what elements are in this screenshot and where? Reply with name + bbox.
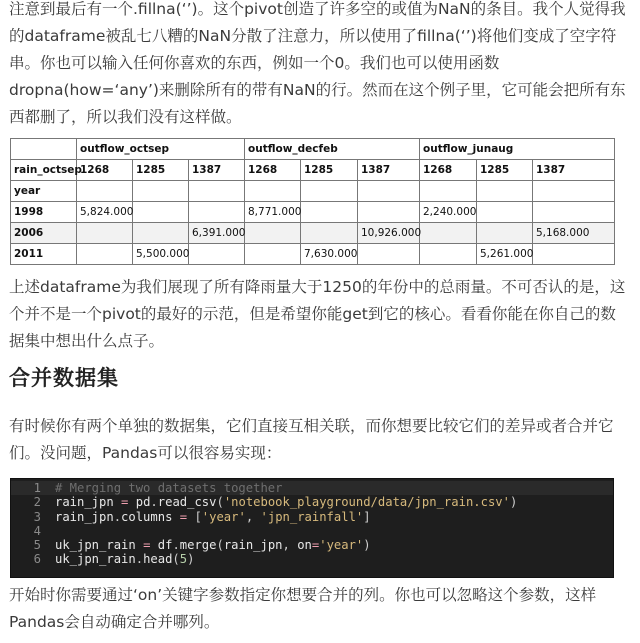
code-text: uk_jpn_rain.head(5)	[55, 552, 195, 567]
table-empty-cell	[358, 181, 420, 202]
table-cell: 5,168.000	[533, 223, 615, 244]
code-line	[11, 481, 613, 495]
table-cell: 5,500.000	[133, 244, 189, 265]
table-corner-cell	[11, 139, 77, 160]
table-cell	[358, 202, 420, 223]
table-group-header: outflow_decfeb	[245, 139, 301, 160]
line-number: 3	[33, 509, 41, 524]
line-number: 4	[33, 523, 41, 538]
table-cell	[189, 244, 245, 265]
table-sub-header: 1387	[533, 160, 615, 181]
paragraph-merge-on: 开始时你需要通过‘on’关键字参数指定你想要合并的列。你也可以忽略这个参数，这样Pandas会自动确定合并哪列。	[9, 586, 597, 631]
table-empty-cell	[533, 139, 615, 160]
table-cell: 6,391.000	[189, 223, 245, 244]
table-row-year: 1998	[11, 202, 77, 223]
code-line	[11, 495, 613, 509]
code-text: uk_jpn_rain = df.merge(rain_jpn, on='year')	[55, 538, 371, 553]
table-sub-header: 1285	[133, 160, 189, 181]
table-sub-header: 1268	[245, 160, 301, 181]
line-number: 6	[33, 552, 41, 567]
table-group-header: outflow_junaug	[420, 139, 477, 160]
table-empty-cell	[301, 181, 358, 202]
table-index-name: rain_octsep	[11, 160, 77, 181]
table-empty-cell	[245, 181, 301, 202]
code-block	[10, 478, 614, 578]
table-empty-cell	[77, 181, 133, 202]
table-cell	[477, 202, 533, 223]
table-cell	[477, 223, 533, 244]
line-number: 1	[33, 481, 41, 495]
table-empty-cell	[420, 181, 477, 202]
table-cell: 10,926.000	[358, 223, 420, 244]
table-group-header-row	[11, 139, 615, 160]
paragraph-merge-intro: 有时候你有两个单独的数据集，它们直接互相关联，而你想要比较它们的差异或者合并它们。没问题，Pandas可以很容易实现：	[9, 417, 614, 462]
code-line	[11, 552, 613, 566]
table-group-header: outflow_octsep	[77, 139, 133, 160]
paragraph-pivot-summary: 上述dataframe为我们展现了所有降雨量大于1250的年份中的总雨量。不可否认的是，这个并不是一个pivot的最好的示范，但是希望你能get到它的核心。看看你能在你自己的数据集中想出什么点子。	[9, 278, 626, 350]
table-row	[11, 244, 615, 265]
table-cell	[77, 223, 133, 244]
table-cell	[420, 223, 477, 244]
table-empty-cell	[133, 181, 189, 202]
table-cell: 8,771.000	[245, 202, 301, 223]
table-empty-cell	[358, 139, 420, 160]
table-year-label-row	[11, 181, 615, 202]
table-sub-header: 1268	[420, 160, 477, 181]
line-number: 2	[33, 495, 41, 510]
pivot-table	[10, 138, 615, 265]
code-line	[11, 538, 613, 552]
table-sub-header: 1285	[477, 160, 533, 181]
table-cell	[189, 202, 245, 223]
code-text: # Merging two datasets together	[55, 481, 283, 495]
table-row-year: 2011	[11, 244, 77, 265]
table-row	[11, 202, 615, 223]
table-cell	[301, 202, 358, 223]
table-row	[11, 223, 615, 244]
table-empty-cell	[189, 181, 245, 202]
section-title: 合并数据集	[9, 366, 119, 390]
table-cell	[245, 244, 301, 265]
table-cell: 2,240.000	[420, 202, 477, 223]
table-cell	[245, 223, 301, 244]
code-line	[11, 524, 613, 538]
code-text: rain_jpn.columns = ['year', 'jpn_rainfall']	[55, 509, 371, 524]
table-cell	[358, 244, 420, 265]
paragraph-fillna: 注意到最后有一个.fillna(‘’)。这个pivot创造了许多空的或值为NaN的条目。我个人觉得我的dataframe被乱七八糟的NaN分散了注意力，所以使用了fillna(‘’)将他们变成了空字符串。你也可以输入任何你喜欢的东西，例如一个0。我们也可以使用函数dropna(how=‘any’)来删除所有的带有NaN的行。然而在这个例子里，它可能会把所有东西都删了，所以我们没有这样做。	[9, 0, 626, 126]
table-cell	[533, 202, 615, 223]
table-cell	[133, 202, 189, 223]
table-empty-cell	[533, 181, 615, 202]
table-cell	[301, 223, 358, 244]
table-cell: 5,261.000	[477, 244, 533, 265]
table-sub-header: 1285	[301, 160, 358, 181]
table-cell	[420, 244, 477, 265]
table-empty-cell	[477, 181, 533, 202]
table-sub-header: 1268	[77, 160, 133, 181]
table-cell	[533, 244, 615, 265]
table-cell	[133, 223, 189, 244]
line-number: 5	[33, 538, 41, 553]
table-sub-header-row	[11, 160, 615, 181]
code-text: rain_jpn = pd.read_csv('notebook_playground/data/jpn_rain.csv')	[55, 495, 518, 510]
table-empty-cell	[189, 139, 245, 160]
table-row-year: 2006	[11, 223, 77, 244]
table-cell: 7,630.000	[301, 244, 358, 265]
table-cell: 5,824.000	[77, 202, 133, 223]
table-cell	[77, 244, 133, 265]
code-line	[11, 510, 613, 524]
table-sub-header: 1387	[189, 160, 245, 181]
table-sub-header: 1387	[358, 160, 420, 181]
table-row-label-header: year	[11, 181, 77, 202]
